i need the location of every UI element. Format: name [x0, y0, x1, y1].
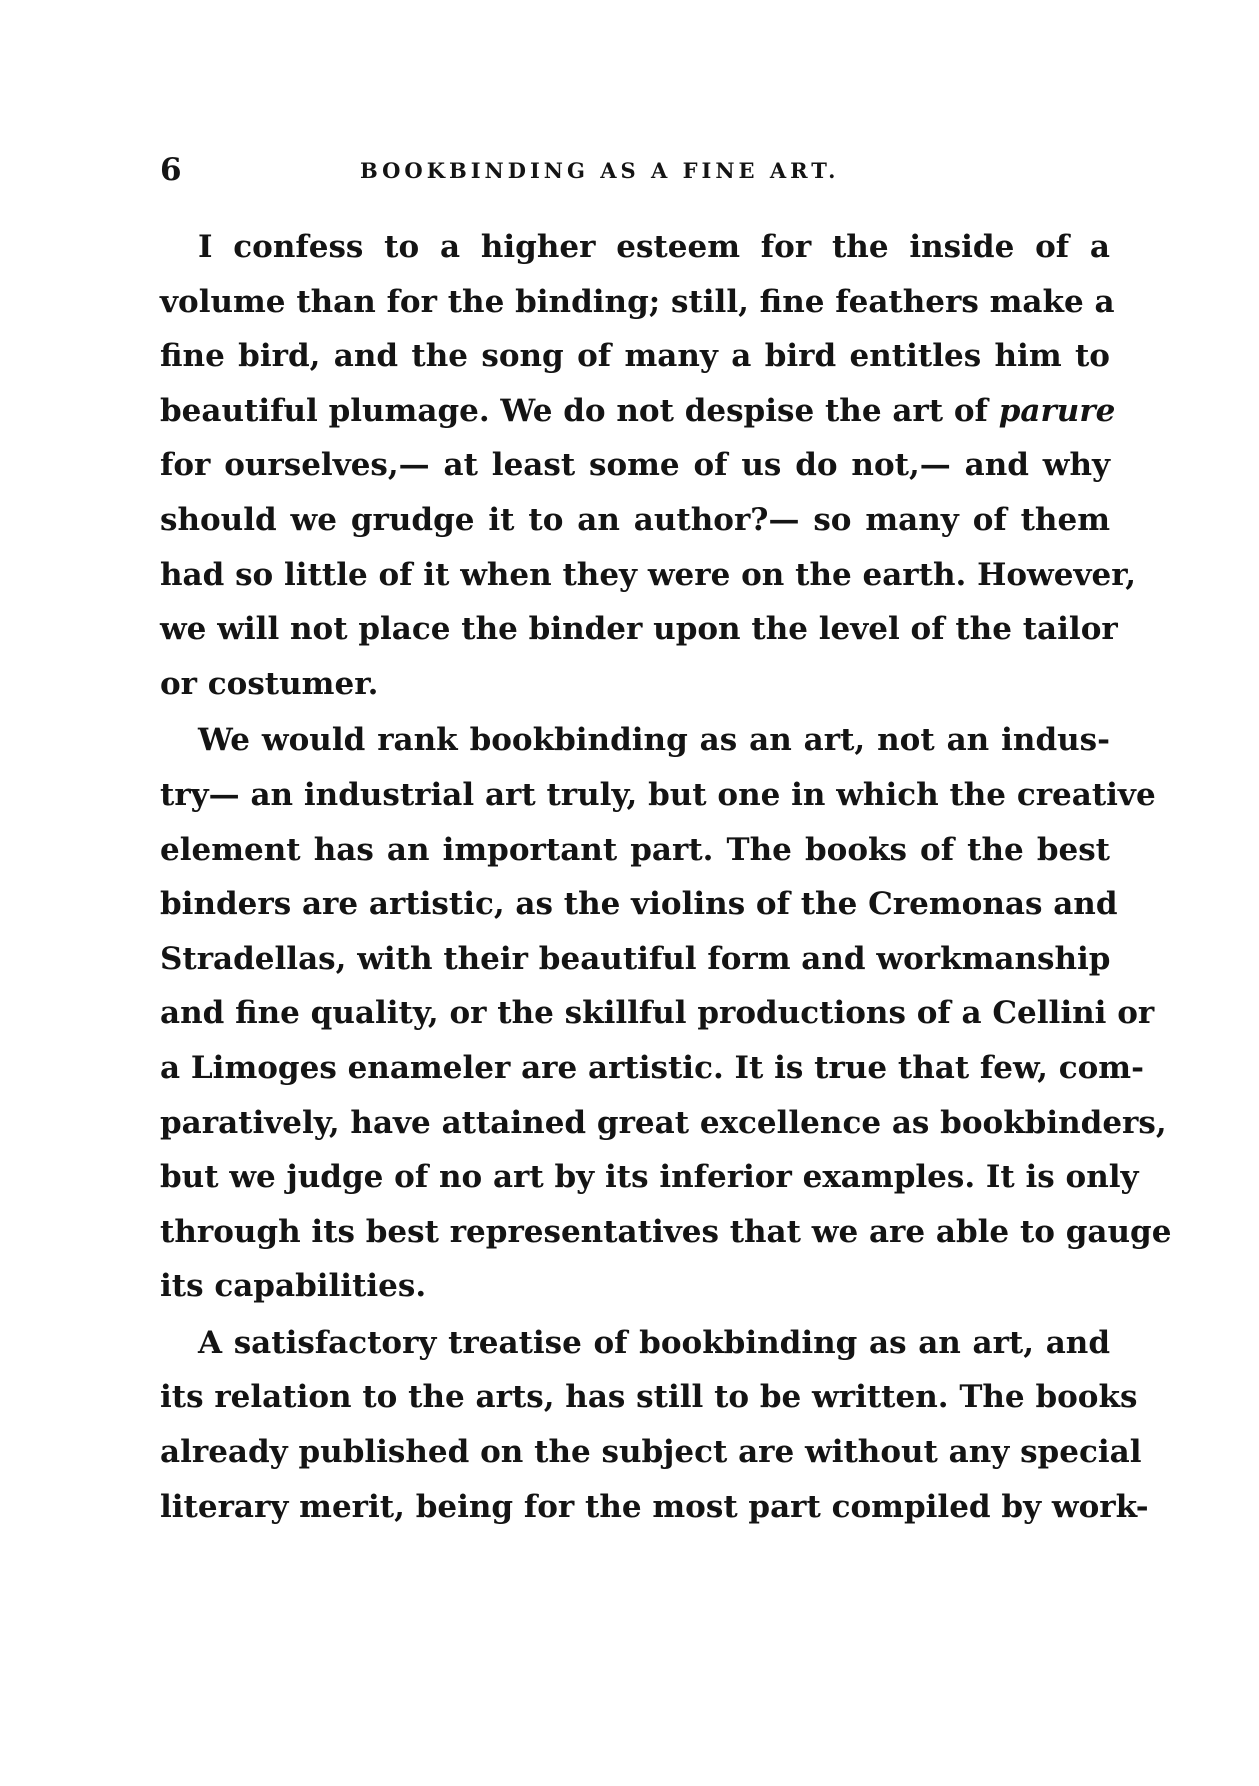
text-line: We would rank bookbinding as an art, not an indus-	[198, 722, 1110, 759]
text-line: for ourselves,— at least some of us do not,— and why	[160, 447, 1110, 484]
text-line: we will not place the binder upon the level of the tailor	[160, 611, 1118, 648]
text-line: its relation to the arts, has still to be written. The books	[160, 1379, 1138, 1416]
text-line: binders are artistic, as the violins of the Cremonas and	[160, 886, 1118, 923]
paragraph-3	[160, 1316, 1149, 1534]
text-line: already published on the subject are without any special	[160, 1434, 1142, 1471]
text-line: or costumer.	[160, 665, 379, 702]
paragraph-2	[160, 713, 1172, 1314]
text-line: and fine quality, or the skillful productions of a Cellini or	[160, 995, 1155, 1032]
text-line: its capabilities.	[160, 1268, 427, 1305]
body-text	[160, 220, 1172, 1534]
paragraph-1	[160, 220, 1137, 711]
page-number: 6	[160, 152, 182, 188]
text-line: fine bird, and the song of many a bird entitles him to	[160, 338, 1110, 375]
text-line: should we grudge it to an author?— so many of them	[160, 501, 1110, 538]
text-line: try— an industrial art truly, but one in which the creative	[160, 776, 1156, 813]
text-line: element has an important part. The books of the best	[160, 831, 1110, 868]
text-line-start: beautiful plumage. We do not despise the art of	[160, 392, 988, 429]
text-line: Stradellas, with their beautiful form and workmanship	[160, 940, 1111, 977]
page-header	[160, 150, 1110, 200]
text-line: a Limoges enameler are artistic. It is true that few, com-	[160, 1049, 1144, 1086]
text-line: A satisfactory treatise of bookbinding as an art, and	[198, 1324, 1110, 1361]
text-line: but we judge of no art by its inferior examples. It is only	[160, 1159, 1139, 1196]
text-line-with-italic	[160, 384, 1116, 439]
running-title: BOOKBINDING AS A FINE ART.	[360, 158, 840, 183]
text-line: through its best representatives that we are able to gauge	[160, 1213, 1172, 1250]
text-line: had so little of it when they were on the earth. However,	[160, 556, 1137, 593]
text-line: literary merit, being for the most part compiled by work-	[160, 1488, 1149, 1525]
text-line: I confess to a higher esteem for the inside of a	[198, 229, 1110, 265]
text-line: volume than for the binding; still, fine feathers make a	[160, 283, 1115, 320]
text-line: paratively, have attained great excellence as bookbinders,	[160, 1104, 1167, 1141]
italic-word: parure	[998, 392, 1116, 429]
